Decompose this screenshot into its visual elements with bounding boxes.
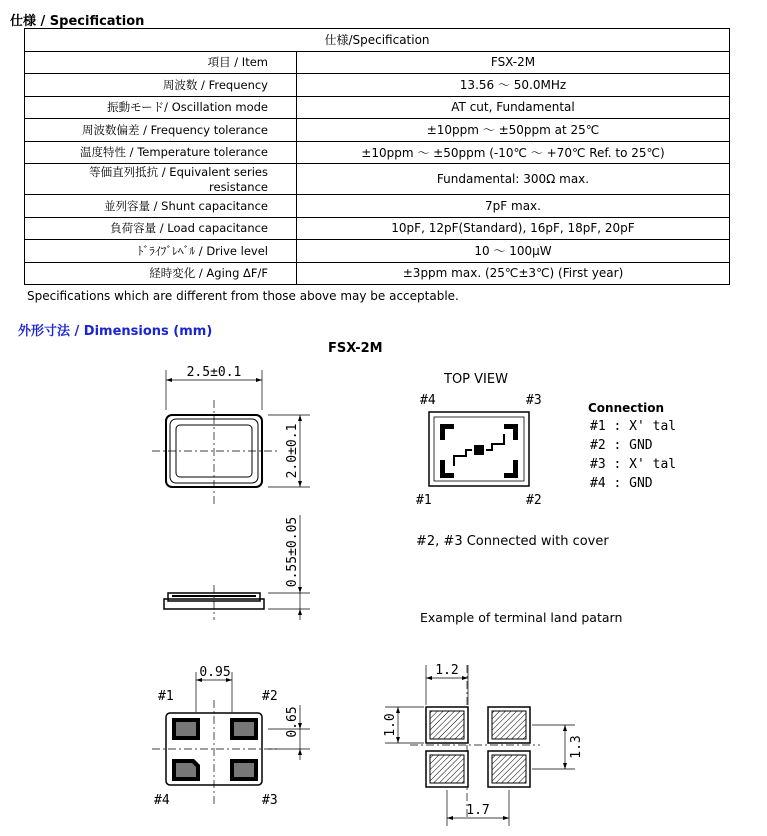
spec-item-value: ±3ppm max. (25℃±3℃) (First year) bbox=[297, 262, 730, 285]
dimensions-heading: 外形寸法 / Dimensions (mm) bbox=[18, 324, 213, 339]
spec-item-value: FSX-2M bbox=[297, 51, 730, 74]
connection-item-3: #3 : X' tal bbox=[590, 457, 677, 472]
spec-item-value: ±10ppm ～ ±50ppm at 25℃ bbox=[297, 119, 730, 142]
spec-item-label: 周波数 / Frequency bbox=[25, 74, 297, 97]
connection-item-2: #2 : GND bbox=[590, 438, 653, 453]
spec-item-value: Fundamental: 300Ω max. bbox=[297, 164, 730, 195]
spec-note: Specifications which are different from those above may be acceptable. bbox=[27, 289, 459, 303]
spec-table-header: 仕様/Specification bbox=[25, 29, 730, 52]
bottom-pin-1-label: #1 bbox=[158, 689, 174, 704]
top-pin-1-label: #1 bbox=[416, 493, 432, 508]
land-pattern-title: Example of terminal land patarn bbox=[420, 610, 623, 625]
top-view-diagram bbox=[416, 372, 542, 508]
pad-pitch-dimension: 0.95 bbox=[199, 665, 231, 680]
spec-item-value: AT cut, Fundamental bbox=[297, 96, 730, 119]
bottom-pin-2-label: #2 bbox=[262, 689, 278, 704]
package-bottom-view bbox=[152, 665, 310, 808]
connection-title: Connection bbox=[588, 401, 665, 415]
height-dimension: 2.0±0.1 bbox=[285, 423, 300, 479]
land-pitch-dimension: 1.3 bbox=[569, 735, 584, 759]
model-label: FSX-2M bbox=[328, 341, 383, 356]
spec-item-label: 振動モード/ Oscillation mode bbox=[25, 96, 297, 119]
spec-item-label: 項目 / Item bbox=[25, 51, 297, 74]
spec-item-value: 10 ～ 100μW bbox=[297, 240, 730, 263]
spec-item-label: 並列容量 / Shunt capacitance bbox=[25, 195, 297, 218]
spec-heading: 仕様 / Specification bbox=[10, 14, 145, 29]
thickness-dimension: 0.55±0.05 bbox=[285, 516, 300, 588]
spec-item-label: 負荷容量 / Load capacitance bbox=[25, 217, 297, 240]
land-width-dimension: 1.2 bbox=[435, 663, 459, 678]
spec-item-label: ﾄﾞﾗｲﾌﾞﾚﾍﾞﾙ / Drive level bbox=[25, 240, 297, 263]
connection-item-1: #1 : X' tal bbox=[590, 419, 677, 434]
spec-item-value: 10pF, 12pF(Standard), 16pF, 18pF, 20pF bbox=[297, 217, 730, 240]
spec-item-value: 13.56 ～ 50.0MHz bbox=[297, 74, 730, 97]
package-top-outline bbox=[152, 365, 310, 505]
land-total-dimension: 1.7 bbox=[466, 803, 490, 818]
connection-legend bbox=[588, 401, 676, 491]
top-pin-2-label: #2 bbox=[526, 493, 542, 508]
spec-item-label: 周波数偏差 / Frequency tolerance bbox=[25, 119, 297, 142]
width-dimension: 2.5±0.1 bbox=[186, 365, 242, 380]
top-pin-4-label: #4 bbox=[420, 393, 436, 408]
spec-item-label: 経時変化 / Aging ΔF/F bbox=[25, 262, 297, 285]
spec-item-value: 7pF max. bbox=[297, 195, 730, 218]
spec-item-value: ±10ppm ～ ±50ppm (-10℃ ～ +70℃ Ref. to 25℃) bbox=[297, 141, 730, 164]
land-pattern-diagram bbox=[383, 663, 584, 826]
spec-item-label: 温度特性 / Temperature tolerance bbox=[25, 141, 297, 164]
connection-item-4: #4 : GND bbox=[590, 476, 653, 491]
bottom-pin-4-label: #4 bbox=[154, 793, 170, 808]
pad-height-dimension: 0.65 bbox=[285, 706, 300, 738]
cover-connection-note: #2, #3 Connected with cover bbox=[416, 534, 609, 549]
spec-item-label: 等価直列抵抗 / Equivalent series resistance bbox=[25, 164, 297, 195]
land-height-dimension: 1.0 bbox=[383, 713, 398, 737]
bottom-pin-3-label: #3 bbox=[262, 793, 278, 808]
top-view-title: TOP VIEW bbox=[444, 372, 508, 387]
top-pin-3-label: #3 bbox=[526, 393, 542, 408]
package-side-view bbox=[164, 515, 310, 620]
